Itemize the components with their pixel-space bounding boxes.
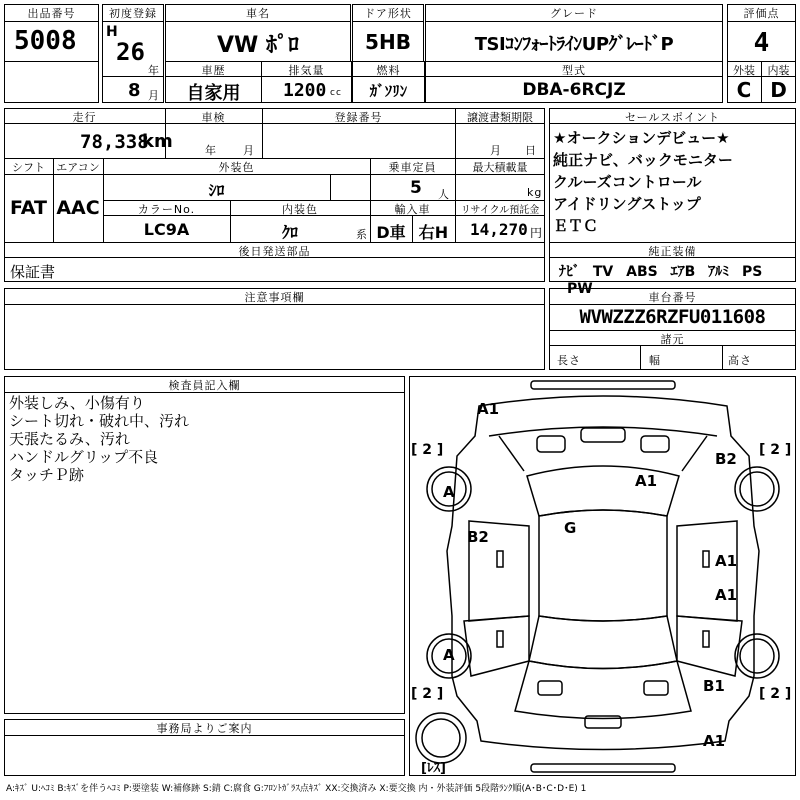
mileage-unit: km bbox=[142, 131, 173, 152]
tire-tag: [ 2 ] bbox=[411, 686, 444, 702]
inspector-notes bbox=[9, 394, 189, 484]
transfer-label: 譲渡書類期限 bbox=[467, 111, 533, 124]
recycle-label: リサイクル預託金 bbox=[460, 205, 540, 216]
damage-mark: G bbox=[564, 519, 577, 537]
chassis-label: 車台番号 bbox=[648, 291, 697, 304]
sales-point: ★オークションデビュー★ bbox=[553, 129, 730, 147]
interior-grade: D bbox=[770, 78, 787, 102]
lot-blank-box bbox=[4, 61, 99, 103]
car-name-label: 車名 bbox=[246, 7, 270, 20]
equipment-item: ｱﾙﾐ bbox=[708, 264, 730, 280]
length-label: 長さ bbox=[557, 354, 581, 367]
equipment-label: 純正装備 bbox=[648, 245, 697, 258]
inspector-note: 天張たるみ、汚れ bbox=[9, 430, 130, 448]
capacity: 5 bbox=[410, 178, 422, 198]
inspection-label: 車検 bbox=[201, 111, 226, 124]
door-type: 5HB bbox=[365, 30, 411, 54]
int-color-unit: 系 bbox=[356, 228, 368, 241]
width-label: 幅 bbox=[649, 354, 661, 367]
inspector-note: 外装しみ、小傷有り bbox=[9, 394, 145, 412]
exterior-grade: C bbox=[736, 78, 752, 102]
mileage-label: 走行 bbox=[72, 111, 97, 124]
recycle-unit: 円 bbox=[530, 226, 544, 240]
office-label: 事務局よりご案内 bbox=[156, 722, 253, 735]
displacement: 1200 bbox=[283, 80, 327, 101]
fuel-label: 燃料 bbox=[376, 64, 401, 77]
score: 4 bbox=[753, 28, 770, 58]
door-label: ドア形状 bbox=[364, 7, 412, 20]
transfer-month: 月 bbox=[490, 144, 502, 157]
inspector-label: 検査員記入欄 bbox=[168, 379, 241, 392]
history-label: 車歴 bbox=[201, 64, 226, 77]
lot-number: 5008 bbox=[14, 26, 77, 56]
color-no: LC9A bbox=[143, 220, 190, 239]
first-registration-label: 初度登録 bbox=[109, 7, 157, 20]
exterior-color: ｼﾛ bbox=[208, 181, 225, 200]
recycle-fee: 14,270 bbox=[470, 220, 528, 239]
car-name: VW ﾎﾟﾛ bbox=[217, 33, 299, 58]
damage-mark: A bbox=[443, 483, 455, 501]
sales-point: ＥＴＣ bbox=[553, 217, 599, 235]
equipment-item: PW bbox=[567, 281, 593, 297]
height-label: 高さ bbox=[728, 354, 752, 367]
damage-mark: A1 bbox=[715, 552, 738, 570]
equipment-item: ABS bbox=[626, 264, 658, 280]
mileage: 78,338 bbox=[80, 131, 149, 153]
damage-mark: B2 bbox=[467, 528, 489, 546]
equipment-item: TV bbox=[592, 264, 614, 280]
shift: FAT bbox=[10, 197, 47, 219]
inspector-note: タッチＰ跡 bbox=[9, 466, 85, 484]
fuel: ｶﾞｿﾘﾝ bbox=[369, 82, 408, 100]
capacity-label: 乗車定員 bbox=[388, 161, 437, 174]
grade-label: グレード bbox=[550, 7, 598, 20]
color-no-label: カラーNo. bbox=[137, 203, 196, 216]
year-unit: 年 bbox=[148, 64, 160, 77]
transfer-day: 日 bbox=[525, 144, 537, 157]
displacement-unit: cc bbox=[330, 88, 342, 98]
ac: AAC bbox=[56, 197, 100, 219]
sales-points-list bbox=[553, 127, 733, 237]
grade: TSIｺﾝﾌｫｰﾄﾗｲﾝUPｸﾞﾚｰﾄﾞP bbox=[474, 34, 674, 55]
damage-mark: B1 bbox=[703, 677, 725, 695]
first-reg-month: 8 bbox=[128, 80, 141, 101]
tire-tag: [ 2 ] bbox=[411, 442, 444, 458]
score-label: 評価点 bbox=[743, 7, 780, 20]
reg-no-label: 登録番号 bbox=[334, 111, 383, 124]
sales-point: クルーズコントロール bbox=[553, 173, 702, 191]
damage-mark: B2 bbox=[715, 450, 737, 468]
interior-label: 内装 bbox=[767, 64, 790, 77]
inspection-year: 年 bbox=[205, 144, 217, 157]
first-reg-year: 26 bbox=[116, 38, 145, 66]
legend-text: A:ｷｽﾞ U:ﾍｺﾐ B:ｷｽﾞを伴うﾍｺﾐ P:要塗装 W:補修跡 S:錆 C:腐食 G:ﾌﾛﾝﾄｶﾞﾗｽ点ｷｽﾞ XX:交換済み X:要交換 内・外装評価 5段階ﾗﾝｸ順(A･B･C･D･E) 1 bbox=[6, 784, 587, 794]
inspection-month: 月 bbox=[243, 144, 255, 157]
history: 自家用 bbox=[186, 83, 241, 104]
specs-label: 諸元 bbox=[660, 333, 685, 346]
exterior-label: 外装 bbox=[733, 64, 755, 77]
int-color-label: 内装色 bbox=[282, 203, 318, 216]
sales-point: アイドリングストップ bbox=[553, 195, 701, 213]
color-label: 外装色 bbox=[218, 161, 255, 174]
inspector-note: シート切れ・破れ中、汚れ bbox=[9, 412, 190, 430]
damage-mark: A1 bbox=[635, 472, 658, 490]
chassis-number: WVWZZZ6RZFU011608 bbox=[579, 306, 766, 328]
tire-tag: [ 2 ] bbox=[759, 686, 792, 702]
damage-mark: A bbox=[443, 646, 455, 664]
damage-mark: A1 bbox=[715, 586, 738, 604]
month-unit: 月 bbox=[148, 89, 160, 102]
displacement-label: 排気量 bbox=[288, 64, 325, 77]
import-label: 輸入車 bbox=[394, 203, 431, 216]
import-type: D車 bbox=[376, 223, 406, 242]
capacity-unit: 人 bbox=[438, 188, 450, 201]
load-label: 最大積載量 bbox=[472, 161, 528, 174]
equipment-item: ｴｱB bbox=[670, 264, 696, 280]
model-label: 型式 bbox=[562, 64, 586, 77]
lot-number-label: 出品番号 bbox=[27, 7, 76, 20]
sales-point: 純正ナビ、バックモニター bbox=[553, 151, 733, 169]
handle-side: 右H bbox=[418, 223, 449, 242]
sales-points-label: セールスポイント bbox=[624, 111, 720, 124]
inspector-note: ハンドルグリップ不良 bbox=[9, 448, 159, 466]
load-unit: kg bbox=[527, 186, 543, 199]
damage-mark: A1 bbox=[703, 732, 726, 750]
equipment-item: PS bbox=[742, 264, 763, 280]
caution-label: 注意事項欄 bbox=[244, 291, 305, 304]
spare-tag: [ﾚｽ] bbox=[421, 761, 446, 776]
tire-tag: [ 2 ] bbox=[759, 442, 792, 458]
model: DBA-6RCJZ bbox=[522, 80, 626, 100]
shift-label: シフト bbox=[12, 161, 45, 174]
interior-color: ｸﾛ bbox=[281, 223, 298, 242]
ac-label: エアコン bbox=[56, 161, 100, 174]
era-mark: H bbox=[106, 24, 118, 40]
later-parts-item: 保証書 bbox=[10, 263, 56, 281]
later-parts-label: 後日発送部品 bbox=[238, 245, 311, 258]
car-diagram bbox=[409, 376, 796, 776]
equipment-item: ﾅﾋﾞ bbox=[559, 264, 580, 280]
damage-mark: A1 bbox=[477, 400, 500, 418]
